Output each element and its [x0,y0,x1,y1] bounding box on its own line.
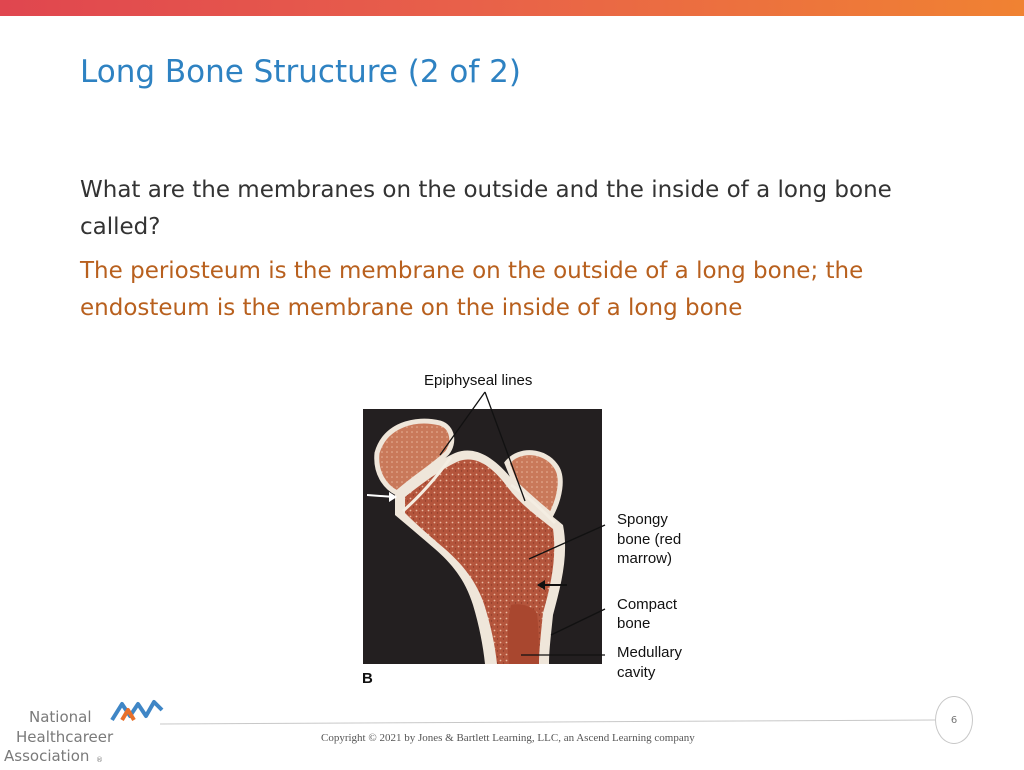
top-accent-bar [0,0,1024,16]
panel-letter: B [362,670,373,687]
nha-logo-mark-icon [108,698,168,728]
label-spongy-1: Spongy [617,511,668,528]
logo-line-association: Association [4,747,90,765]
label-spongy-2: bone (red [617,531,682,548]
label-medullary-1: Medullary [617,644,683,661]
logo-registered-mark: ® [96,756,103,764]
label-compact-1: Compact [617,596,678,613]
slide-title: Long Bone Structure (2 of 2) [80,54,521,90]
footer-divider [160,718,940,726]
label-epiphyseal-lines: Epiphyseal lines [424,372,533,389]
logo-line-national: National [29,708,92,726]
page-number-badge [935,696,973,744]
page-number: 6 [950,714,958,726]
answer-text: The periosteum is the membrane on the outside of a long bone; the endosteum is the membrane on the inside of a long bone [80,258,864,321]
logo-line-healthcareer: Healthcareer [16,728,114,746]
label-spongy-3: marrow) [617,550,672,567]
nha-logo [0,698,170,768]
label-medullary-2: cavity [617,664,656,681]
bone-figure [355,365,700,695]
copyright-text: Copyright © 2021 by Jones & Bartlett Learning, LLC, an Ascend Learning company [321,732,695,744]
question-text: What are the membranes on the outside and the inside of a long bone called? [80,177,892,240]
label-compact-2: bone [617,615,651,632]
